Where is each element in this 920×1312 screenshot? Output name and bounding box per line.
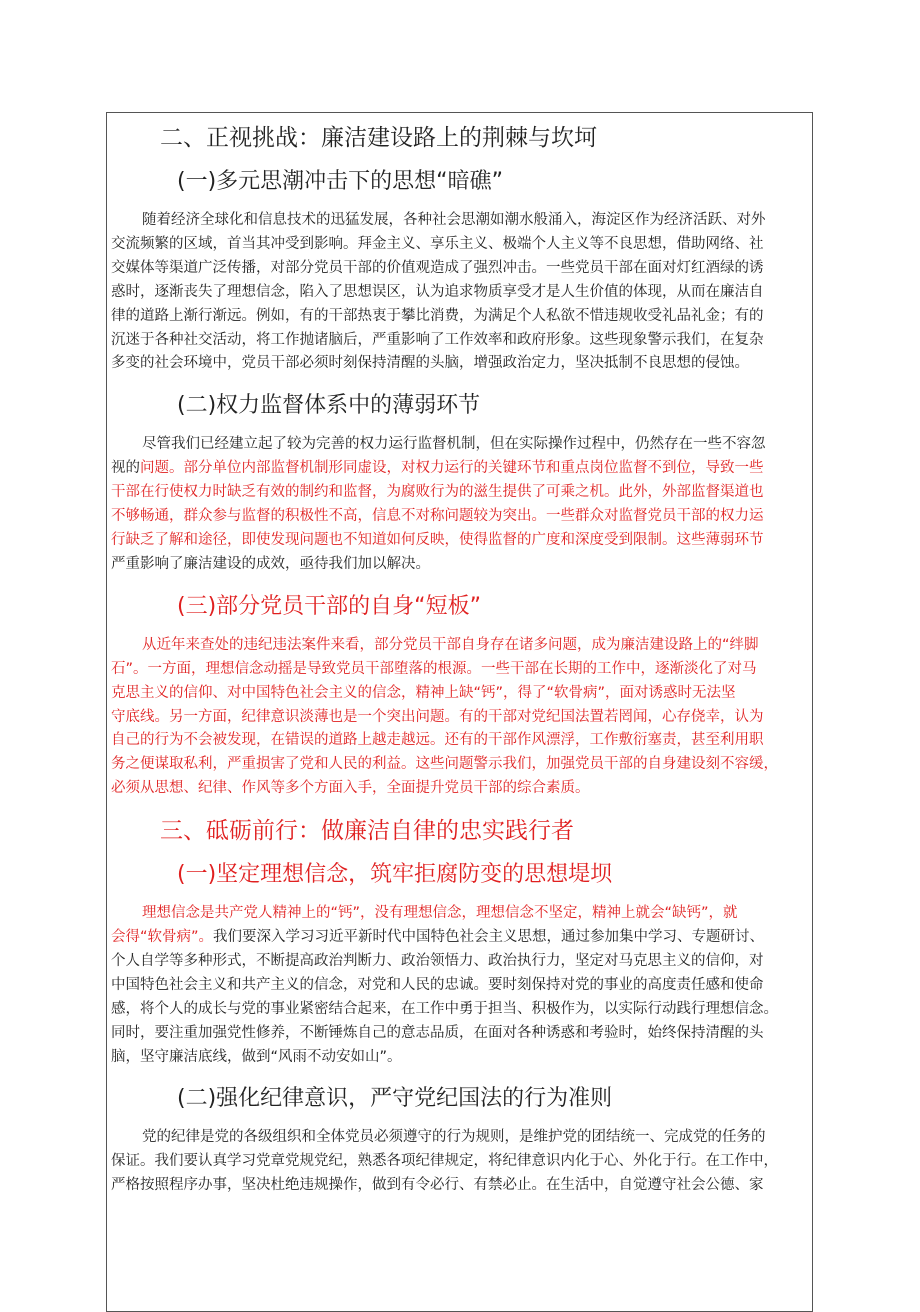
highlighted-line: 不够畅通，群众参与监督的积极性不高，信息不对称问题较为突出。一些群众对监督党员干部的权力运	[111, 508, 764, 525]
paragraph-line: 脑，坚守廉洁底线，做到“风雨不动安如山”。	[111, 1048, 402, 1065]
document-page	[106, 112, 813, 1312]
paragraph-line	[111, 926, 809, 950]
paragraph-line: 同时，要注重加强党性修养，不断锤炼自己的意志品质，在面对各种诱惑和考验时，始终保持清醒的头	[111, 1024, 764, 1041]
subsection-heading-2-2: (二)权力监督体系中的薄弱环节	[177, 393, 481, 419]
section-heading-3: 三、砥砺前行：做廉洁自律的忠实践行者	[160, 818, 574, 845]
paragraph-line: 感，将个人的成长与党的事业紧密结合起来，在工作中勇于担当、积极作为，以实际行动践行理想信念。	[111, 1000, 778, 1017]
highlighted-line: 守底线。另一方面，纪律意识淡薄也是一个突出问题。有的干部对党纪国法置若罔闻，心存侥幸，认为	[111, 708, 764, 725]
paragraph-line	[111, 457, 809, 481]
subsection-heading-2-1: (一)多元思潮冲击下的思想“暗礁”	[177, 169, 503, 194]
paragraph-fragment: 视的	[111, 460, 140, 477]
paragraph-3-2	[111, 1126, 809, 1198]
paragraph-line: 交媒体等渠道广泛传播，对部分党员干部的价值观造成了强烈冲击。一些党员干部在面对灯红酒绿的诱	[111, 259, 764, 276]
highlighted-line: 理想信念是共产党人精神上的“钙”，没有理想信念，理想信念不坚定，精神上就会“缺钙”，就	[142, 905, 738, 922]
paragraph-line: 惑时，逐渐丧失了理想信念，陷入了思想误区，认为追求物质享受才是人生价值的体现，从而在廉洁自	[111, 283, 764, 300]
paragraph-3-1	[111, 902, 809, 1069]
highlighted-line: 行缺乏了解和途径，即使发现问题也不知道如何反映，使得监督的广度和深度受到限制。这些薄弱环节	[111, 531, 764, 548]
paragraph-line: 多变的社会环境中，党员干部必须时刻保持清醒的头脑，增强政治定力，坚决抵制不良思想的侵蚀。	[111, 355, 749, 372]
paragraph-line: 律的道路上渐行渐远。例如，有的干部热衷于攀比消费，为满足个人私欲不惜违规收受礼品礼金；有的	[111, 307, 764, 324]
paragraph-line: 中国特色社会主义和共产主义的信念，对党和人民的忠诚。要时刻保持对党的事业的高度责任感和使命	[111, 976, 764, 993]
paragraph-line: 沉迷于各种社交活动，将工作抛诸脑后，严重影响了工作效率和政府形象。这些现象警示我们，在复杂	[111, 331, 764, 348]
subsection-heading-3-2: (二)强化纪律意识，严守党纪国法的行为准则	[177, 1086, 613, 1112]
paragraph-line: 尽管我们已经建立起了较为完善的权力运行监督机制，但在实际操作过程中，仍然存在一些不容忽	[142, 436, 766, 453]
paragraph-fragment: 我们要深入学习习近平新时代中国特色社会主义思想，通过参加集中学习、专题研讨、	[213, 929, 765, 946]
highlighted-line: 从近年来查处的违纪违法案件来看，部分党员干部自身存在诸多问题，成为廉洁建设路上的“绊脚	[142, 636, 759, 653]
highlighted-line: 必须从思想、纪律、作风等多个方面入手，全面提升党员干部的综合素质。	[111, 780, 590, 797]
paragraph-line: 保证。我们要认真学习党章党规党纪，熟悉各项纪律规定，将纪律意识内化于心、外化于行。在工作中，	[111, 1153, 778, 1170]
paragraph-2-1	[111, 209, 809, 376]
paragraph-line: 严格按照程序办事，坚决杜绝违规操作，做到有令必行、有禁必止。在生活中，自觉遵守社会公德、家	[111, 1177, 764, 1194]
section-heading-2: 二、正视挑战：廉洁建设路上的荆棘与坎坷	[160, 125, 597, 151]
paragraph-line: 严重影响了廉洁建设的成效，亟待我们加以解决。	[111, 555, 430, 572]
paragraph-line: 个人自学等多种形式，不断提高政治判断力、政治领悟力、政治执行力，坚定对马克思主义的信仰，对	[111, 952, 764, 969]
subsection-heading-3-1: (一)坚定理想信念，筑牢拒腐防变的思想堤坝	[177, 862, 613, 888]
paragraph-line: 随着经济全球化和信息技术的迅猛发展，各种社会思潮如潮水般涌入，海淀区作为经济活跃、对外	[142, 212, 766, 228]
highlighted-line: 石”。一方面，理想信念动摇是导致党员干部堕落的根源。一些干部在长期的工作中，逐渐淡化了对马	[111, 660, 757, 677]
highlighted-line: 务之便谋取私利，严重损害了党和人民的利益。这些问题警示我们，加强党员干部的自身建设刻不容缓，	[111, 756, 778, 773]
highlighted-line: 克思主义的信仰、对中国特色社会主义的信念，精神上缺“钙”，得了“软骨病”，面对诱惑时无法坚	[111, 684, 736, 701]
paragraph-line: 交流频繁的区域，首当其冲受到影响。拜金主义、享乐主义、极端个人主义等不良思想，借助网络、社	[111, 235, 764, 252]
paragraph-2-3	[111, 634, 809, 801]
paragraph-line: 党的纪律是党的各级组织和全体党员必须遵守的行为规则，是维护党的团结统一、完成党的任务的	[142, 1129, 766, 1146]
subsection-heading-2-3: (三)部分党员干部的自身“短板”	[177, 593, 481, 619]
paragraph-2-2	[111, 433, 809, 576]
highlighted-line: 干部在行使权力时缺乏有效的制约和监督，为腐败行为的滋生提供了可乘之机。此外，外部监督渠道也	[111, 484, 764, 501]
highlighted-line: 自己的行为不会被发现，在错误的道路上越走越远。还有的干部作风漂浮，工作敷衍塞责，甚至利用职	[111, 732, 764, 749]
highlighted-fragment: 问题。部分单位内部监督机制形同虚设，对权力运行的关键环节和重点岗位监督不到位，导致一些	[140, 460, 764, 477]
highlighted-fragment: 会得“软骨病”。	[111, 929, 214, 946]
